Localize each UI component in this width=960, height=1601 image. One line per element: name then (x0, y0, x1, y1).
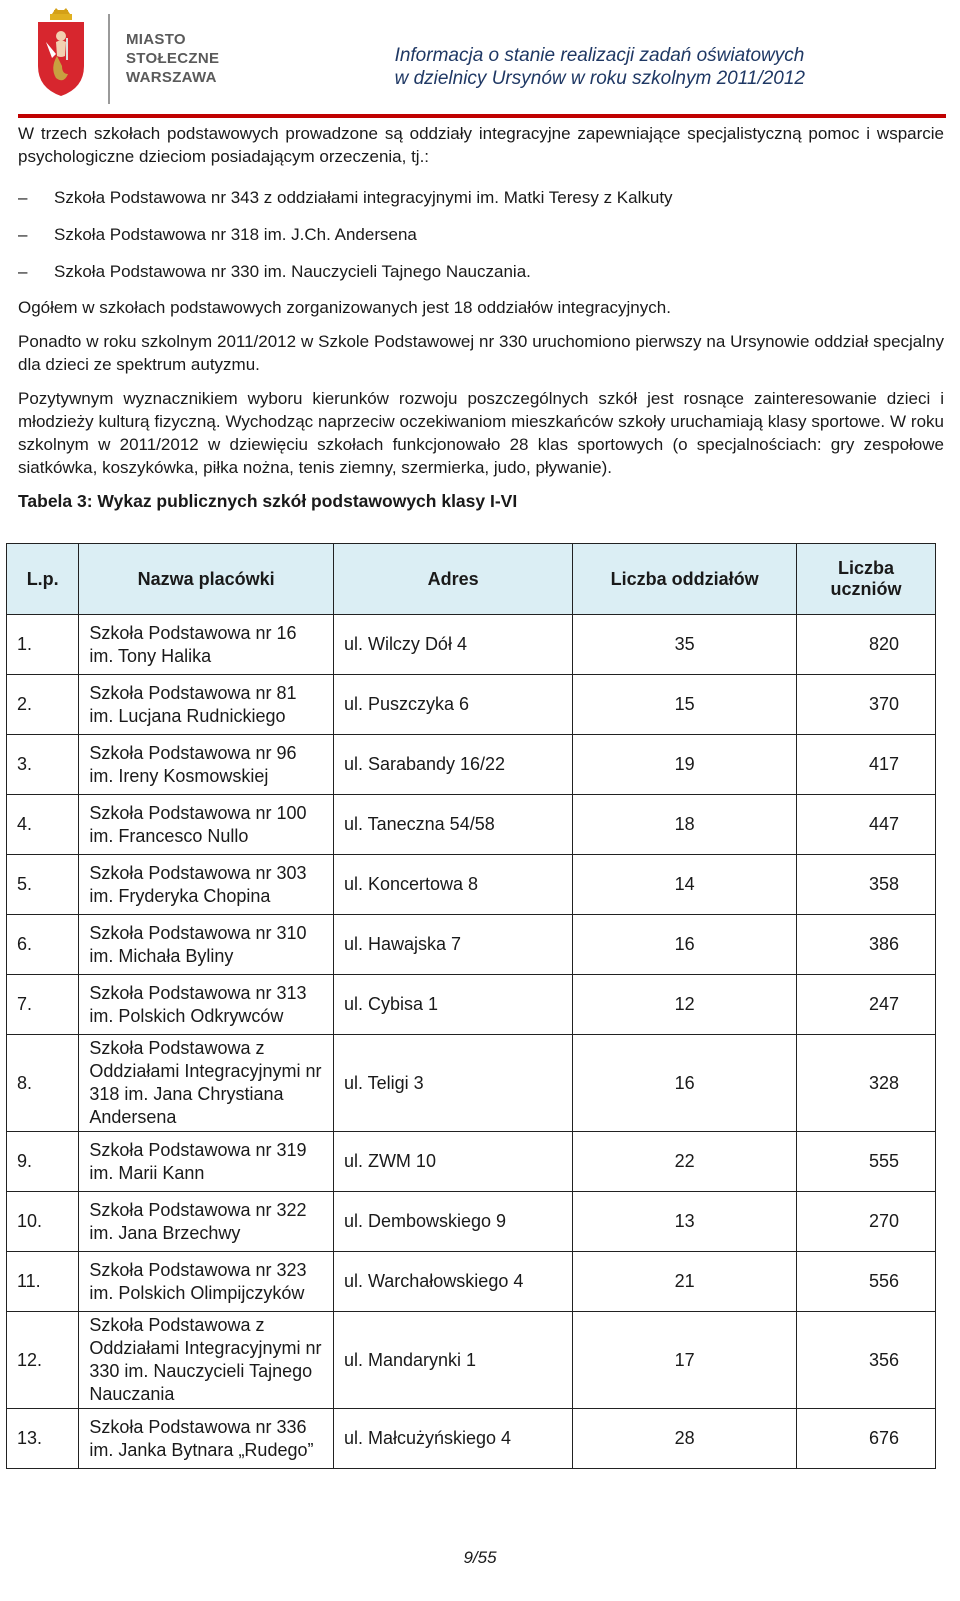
cell-address: ul. ZWM 10 (333, 1132, 572, 1192)
cell-address: ul. Puszczyka 6 (333, 675, 572, 735)
warsaw-coat-of-arms-icon (32, 8, 90, 98)
cell-classes: 22 (573, 1132, 797, 1192)
cell-name: Szkoła Podstawowa nr 81 im. Lucjana Rudnickiego (79, 675, 334, 735)
logo-line: WARSZAWA (126, 69, 217, 86)
cell-lp: 10. (7, 1192, 79, 1252)
cell-students: 447 (796, 795, 935, 855)
document-title-line: w dzielnicy Ursynów w roku szkolnym 2011/2012 (394, 68, 805, 89)
autism-paragraph: Ponadto w roku szkolnym 2011/2012 w Szkole Podstawowej nr 330 uruchomiono pierwszy na Ursynowie oddział specjalny dla dzieci ze spektrum autyzmu. (18, 332, 944, 374)
cell-students: 247 (796, 975, 935, 1035)
cell-lp: 4. (7, 795, 79, 855)
page-number: 9/55 (463, 1548, 497, 1567)
list-marker: – (18, 262, 28, 281)
cell-lp: 12. (7, 1312, 79, 1409)
table-caption: Tabela 3: Wykaz publicznych szkół podstawowych klasy I-VI (18, 491, 518, 511)
cell-lp: 7. (7, 975, 79, 1035)
cell-students: 328 (796, 1035, 935, 1132)
cell-classes: 13 (573, 1192, 797, 1252)
integration-schools-list (18, 179, 944, 290)
column-header-name: Nazwa placówki (79, 544, 334, 615)
cell-name: Szkoła Podstawowa nr 313 im. Polskich Odkrywców (79, 975, 334, 1035)
schools-table (6, 543, 936, 1469)
list-marker: – (18, 188, 28, 207)
logo-line: STOŁECZNE (126, 50, 220, 67)
table-row (7, 615, 936, 675)
cell-name: Szkoła Podstawowa nr 303 im. Fryderyka Chopina (79, 855, 334, 915)
cell-classes: 12 (573, 975, 797, 1035)
list-item-text: Szkoła Podstawowa nr 343 z oddziałami integracyjnymi im. Matki Teresy z Kalkuty (54, 188, 673, 207)
summary-paragraph: Ogółem w szkołach podstawowych zorganizowanych jest 18 oddziałów integracyjnych. (18, 298, 671, 317)
cell-lp: 9. (7, 1132, 79, 1192)
cell-classes: 16 (573, 1035, 797, 1132)
cell-name: Szkoła Podstawowa nr 319 im. Marii Kann (79, 1132, 334, 1192)
cell-students: 417 (796, 735, 935, 795)
column-header-students: Liczba uczniów (796, 544, 935, 615)
column-header-address: Adres (333, 544, 572, 615)
cell-students: 270 (796, 1192, 935, 1252)
cell-address: ul. Koncertowa 8 (333, 855, 572, 915)
list-item-text: Szkoła Podstawowa nr 330 im. Nauczycieli Tajnego Nauczania. (54, 262, 531, 281)
cell-name: Szkoła Podstawowa z Oddziałami Integracyjnymi nr 318 im. Jana Chrystiana Andersena (79, 1035, 334, 1132)
page-header (0, 0, 960, 118)
cell-name: Szkoła Podstawowa nr 323 im. Polskich Olimpijczyków (79, 1252, 334, 1312)
cell-lp: 11. (7, 1252, 79, 1312)
cell-lp: 1. (7, 615, 79, 675)
table-row (7, 795, 936, 855)
cell-name: Szkoła Podstawowa nr 100 im. Francesco Nullo (79, 795, 334, 855)
list-item-text: Szkoła Podstawowa nr 318 im. J.Ch. Andersena (54, 225, 417, 244)
cell-address: ul. Cybisa 1 (333, 975, 572, 1035)
cell-classes: 21 (573, 1252, 797, 1312)
cell-classes: 18 (573, 795, 797, 855)
cell-classes: 19 (573, 735, 797, 795)
page-body (18, 122, 944, 527)
list-marker: – (18, 225, 28, 244)
table-row (7, 735, 936, 795)
cell-lp: 2. (7, 675, 79, 735)
cell-address: ul. Warchałowskiego 4 (333, 1252, 572, 1312)
cell-lp: 8. (7, 1035, 79, 1132)
cell-name: Szkoła Podstawowa nr 16 im. Tony Halika (79, 615, 334, 675)
logo-wordmark (126, 30, 219, 87)
cell-students: 370 (796, 675, 935, 735)
list-item (18, 216, 944, 253)
cell-address: ul. Hawajska 7 (333, 915, 572, 975)
cell-classes: 14 (573, 855, 797, 915)
cell-address: ul. Mandarynki 1 (333, 1312, 572, 1409)
cell-students: 676 (796, 1409, 935, 1469)
cell-name: Szkoła Podstawowa nr 310 im. Michała Byliny (79, 915, 334, 975)
cell-students: 358 (796, 855, 935, 915)
document-title (395, 44, 805, 90)
cell-classes: 28 (573, 1409, 797, 1469)
logo-divider (108, 14, 110, 104)
table-row (7, 675, 936, 735)
cell-lp: 5. (7, 855, 79, 915)
cell-name: Szkoła Podstawowa nr 336 im. Janka Bytnara „Rudego” (79, 1409, 334, 1469)
cell-address: ul. Teligi 3 (333, 1035, 572, 1132)
intro-paragraph: W trzech szkołach podstawowych prowadzone są oddziały integracyjne zapewniające specjalistyczną pomoc i wsparcie psychologiczne dzieciom posiadającym orzeczenia, tj.: (18, 124, 944, 166)
table-row (7, 1035, 936, 1132)
cell-students: 820 (796, 615, 935, 675)
cell-address: ul. Dembowskiego 9 (333, 1192, 572, 1252)
table-row (7, 1409, 936, 1469)
cell-lp: 6. (7, 915, 79, 975)
column-header-lp: L.p. (7, 544, 79, 615)
header-rule (18, 114, 946, 118)
cell-lp: 13. (7, 1409, 79, 1469)
cell-address: ul. Taneczna 54/58 (333, 795, 572, 855)
cell-classes: 15 (573, 675, 797, 735)
cell-classes: 35 (573, 615, 797, 675)
table-row (7, 975, 936, 1035)
list-item (18, 253, 944, 290)
cell-name: Szkoła Podstawowa nr 96 im. Ireny Kosmowskiej (79, 735, 334, 795)
cell-address: ul. Sarabandy 16/22 (333, 735, 572, 795)
table-row (7, 1132, 936, 1192)
list-item (18, 179, 944, 216)
table-row (7, 915, 936, 975)
cell-students: 386 (796, 915, 935, 975)
table-row (7, 1252, 936, 1312)
logo-line: MIASTO (126, 31, 186, 48)
cell-name: Szkoła Podstawowa z Oddziałami Integracyjnymi nr 330 im. Nauczycieli Tajnego Nauczania (79, 1312, 334, 1409)
cell-lp: 3. (7, 735, 79, 795)
cell-address: ul. Wilczy Dół 4 (333, 615, 572, 675)
cell-classes: 16 (573, 915, 797, 975)
cell-students: 555 (796, 1132, 935, 1192)
table-row (7, 855, 936, 915)
cell-students: 356 (796, 1312, 935, 1409)
cell-students: 556 (796, 1252, 935, 1312)
sports-paragraph: Pozytywnym wyznacznikiem wyboru kierunków rozwoju poszczególnych szkół jest rosnące zainteresowanie dzieci i młodzieży kulturą fizyczną. Wychodząc naprzeciw oczekiwaniom mieszkańców szkoły uruchamiają klasy sportowe. W roku szkolnym w 2011/2012 w dziewięciu szkołach funkcjonowało 28 klas sportowych (o specjalnościach: gry zespołowe siatkówka, koszykówka, piłka nożna, tenis ziemny, szermierka, judo, pływanie). (18, 389, 944, 477)
table-header-row (7, 544, 936, 615)
cell-address: ul. Małcużyńskiego 4 (333, 1409, 572, 1469)
cell-classes: 17 (573, 1312, 797, 1409)
cell-name: Szkoła Podstawowa nr 322 im. Jana Brzechwy (79, 1192, 334, 1252)
table-row (7, 1192, 936, 1252)
table-row (7, 1312, 936, 1409)
column-header-classes: Liczba oddziałów (573, 544, 797, 615)
document-title-line: Informacja o stanie realizacji zadań oświatowych (394, 45, 805, 66)
